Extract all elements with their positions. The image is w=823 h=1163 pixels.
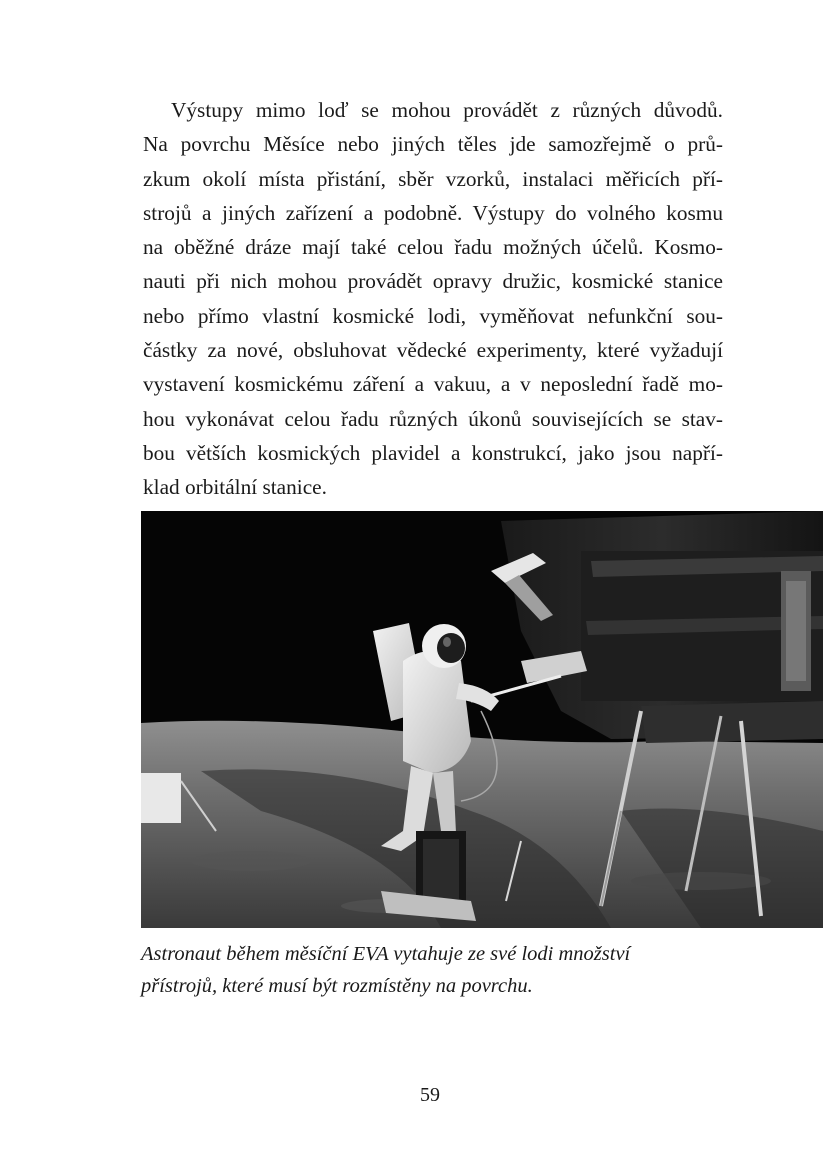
body-line: nebo přímo vlastní kosmické lodi, vyměňovat nefunkční sou- bbox=[143, 303, 723, 328]
photo-caption bbox=[141, 938, 741, 1002]
body-line: bou větších kosmických plavidel a konstrukcí, jako jsou napří- bbox=[143, 440, 723, 465]
caption-line: Astronaut během měsíční EVA vytahuje ze své lodi množství bbox=[141, 943, 631, 965]
body-line: Výstupy mimo loď se mohou provádět z různých důvodů. bbox=[171, 98, 723, 122]
page-number: 59 bbox=[420, 1084, 440, 1106]
body-line: strojů a jiných zařízení a podobně. Výstupy do volného kosmu bbox=[143, 200, 723, 225]
lunar-eva-photo bbox=[141, 511, 823, 928]
caption-line: přístrojů, které musí být rozmístěny na povrchu. bbox=[141, 975, 533, 997]
body-line: vystavení kosmickému záření a vakuu, a v neposlední řadě mo- bbox=[143, 372, 723, 397]
body-line: zkum okolí místa přistání, sběr vzorků, instalaci měřicích pří- bbox=[143, 166, 723, 191]
body-line: nauti při nich mohou provádět opravy družic, kosmické stanice bbox=[143, 269, 723, 294]
body-line: hou vykonávat celou řadu různých úkonů souvisejících se stav- bbox=[143, 406, 723, 431]
body-line: klad orbitální stanice. bbox=[143, 475, 327, 500]
body-line: Na povrchu Měsíce nebo jiných těles jde samozřejmě o prů- bbox=[143, 132, 723, 157]
body-line: na oběžné dráze mají také celou řadu možných účelů. Kosmo- bbox=[143, 235, 723, 260]
body-paragraph bbox=[143, 93, 723, 505]
photo-illustration bbox=[141, 511, 823, 928]
body-line: částky za nové, obsluhovat vědecké experimenty, které vyžadují bbox=[143, 338, 723, 363]
